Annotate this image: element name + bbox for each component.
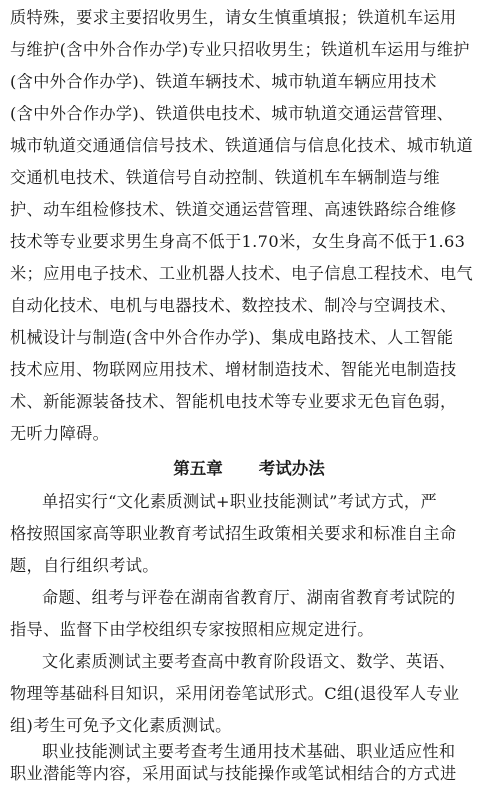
text-line: 单招实行“文化素质测试+职业技能测试”考试方式，严 bbox=[42, 492, 437, 511]
text-line: 质特殊，要求主要招收男生，请女生慎重填报；铁道机车运用 bbox=[10, 8, 457, 27]
text-line: 职业潜能等内容，采用面试与技能操作或笔试相结合的方式进 bbox=[10, 764, 457, 783]
text-line: (含中外合作办学)、铁道车辆技术、城市轨道车辆应用技术 bbox=[10, 72, 437, 91]
text-line: 格按照国家高等职业教育考试招生政策相关要求和标准自主命 bbox=[10, 524, 457, 543]
text-line: 米；应用电子技术、工业机器人技术、电子信息工程技术、电气 bbox=[10, 264, 474, 283]
chapter-number: 第五章 bbox=[173, 459, 223, 478]
text-line: (含中外合作办学)、铁道供电技术、城市轨道交通运营管理、 bbox=[10, 104, 454, 123]
text-line: 无听力障碍。 bbox=[10, 424, 110, 443]
text-line: 题，自行组织考试。 bbox=[10, 556, 159, 575]
text-line: 文化素质测试主要考查高中教育阶段语文、数学、英语、 bbox=[42, 652, 456, 671]
text-line: 技术等专业要求男生身高不低于1.70米，女生身高不低于1.63 bbox=[10, 232, 466, 251]
text-line: 组)考生可免予文化素质测试。 bbox=[10, 716, 232, 735]
text-line: 与维护(含中外合作办学)专业只招收男生；铁道机车运用与维护 bbox=[10, 40, 470, 59]
chapter-heading bbox=[10, 452, 488, 486]
chapter-title: 考试办法 bbox=[258, 459, 325, 478]
text-line: 机械设计与制造(含中外合作办学)、集成电路技术、人工智能 bbox=[10, 328, 454, 347]
text-line: 职业技能测试主要考查考生通用技术基础、职业适应性和 bbox=[42, 742, 456, 761]
text-line: 交通机电技术、铁道信号自动控制、铁道机车车辆制造与维 bbox=[10, 168, 440, 187]
text-line: 物理等基础科目知识，采用闭卷笔试形式。C组(退役军人专业 bbox=[10, 684, 460, 703]
text-line: 自动化技术、电机与电器技术、数控技术、制冷与空调技术、 bbox=[10, 296, 457, 315]
text-line: 护、动车组检修技术、铁道交通运营管理、高速铁路综合维修 bbox=[10, 200, 457, 219]
text-line: 技术应用、物联网应用技术、增材制造技术、智能光电制造技 bbox=[10, 360, 457, 379]
text-line: 城市轨道交通通信信号技术、铁道通信与信息化技术、城市轨道 bbox=[10, 136, 474, 155]
text-line: 命题、组考与评卷在湖南省教育厅、湖南省教育考试院的 bbox=[42, 588, 456, 607]
text-line: 指导、监督下由学校组织专家按照相应规定进行。 bbox=[10, 620, 374, 639]
text-line: 术、新能源装备技术、智能机电技术等专业要求无色盲色弱， bbox=[10, 392, 457, 411]
